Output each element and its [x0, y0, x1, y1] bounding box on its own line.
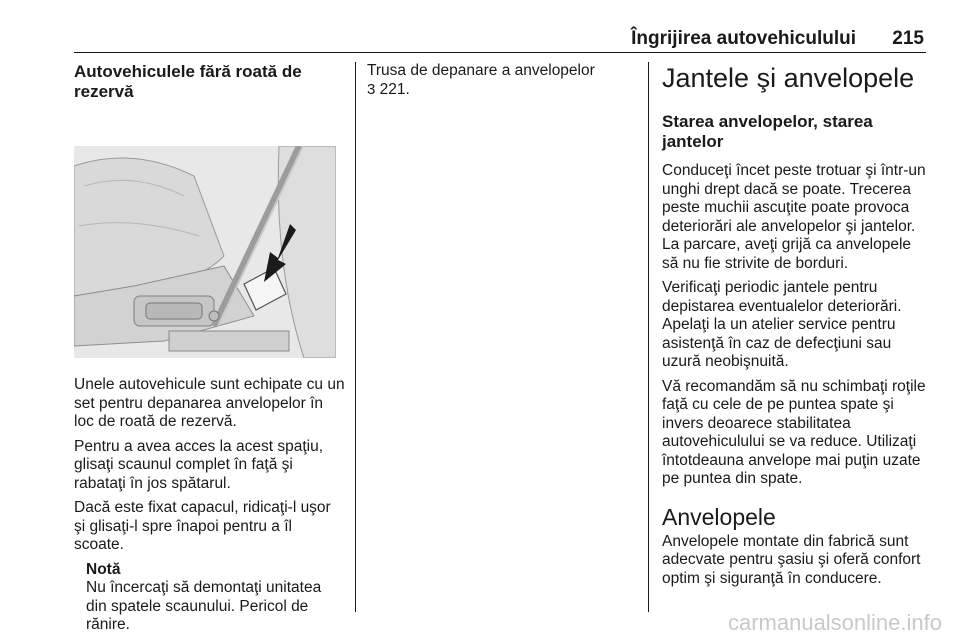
note-box	[86, 561, 346, 635]
paragraph: Verificaţi periodic jantele pentru depistarea eventualelor deteriorări. Apelaţi la un atelier service pentru asistenţă în caz de defecţiuni sau uzură neobişnuită.	[662, 279, 902, 370]
note-title: Notă	[86, 560, 121, 578]
seat-illustration	[74, 146, 336, 358]
column-left	[74, 62, 346, 641]
chapter-title: Îngrijirea autovehiculului	[631, 28, 856, 49]
section-title: Anvelopele	[662, 503, 776, 530]
note-text: Nu încercaţi să demontaţi unitatea din spatele scaunului. Pericol de rănire.	[86, 579, 322, 633]
watermark: carmanualsonline.info	[727, 610, 942, 635]
reference-page[interactable]: 221.	[379, 80, 410, 98]
paragraph: Conduceţi încet peste trotuar şi într-un unghi drept dacă se poate. Trecerea peste muchii ascuţite poate provoca deteriorări ale anvelopelor şi jantelor. La parcare, aveţi grijă ca anvelopele să nu fie strivite de borduri.	[662, 162, 926, 272]
subsection-heading: Starea anvelopelor, starea jantelor	[662, 112, 873, 151]
paragraph: Unele autovehicule sunt echipate cu un set pentru depanarea anvelopelor în loc de roată de rezervă.	[74, 376, 345, 430]
seat-drawing	[74, 146, 336, 358]
page-number: 215	[892, 28, 924, 49]
paragraph: Anvelopele montate din fabrică sunt adecvate pentru şasiu şi oferă confort optim şi siguranţă în conducere.	[662, 532, 921, 587]
column-right	[662, 62, 926, 594]
page-header	[74, 26, 926, 53]
cross-reference	[367, 62, 637, 99]
paragraph: Vă recomandăm să nu schimbaţi roţile faţă cu cele de pe puntea spate şi invers deoarece stabilitatea autovehiculului se va reduce. Utilizaţi întotdeauna anvelope mai puţin uzate pe puntea din spate.	[662, 377, 926, 487]
reference-text: Trusa de depanare a anvelopelor	[367, 62, 595, 79]
paragraph: Pentru a avea acces la acest spaţiu, glisaţi scaunul complet în faţă şi rabataţi în jos spătarul.	[74, 437, 324, 492]
column-divider	[355, 62, 356, 612]
reference-arrow-icon: 3	[367, 80, 376, 98]
section-heading: Autovehiculele fără roată de rezervă	[74, 62, 302, 101]
column-divider	[648, 62, 649, 612]
chapter-section-title: Jantele şi anvelopele	[662, 63, 915, 93]
paragraph: Dacă este fixat capacul, ridicaţi-l uşor şi glisaţi-l spre înapoi pentru a îl scoate.	[74, 499, 331, 553]
column-middle	[367, 62, 637, 105]
